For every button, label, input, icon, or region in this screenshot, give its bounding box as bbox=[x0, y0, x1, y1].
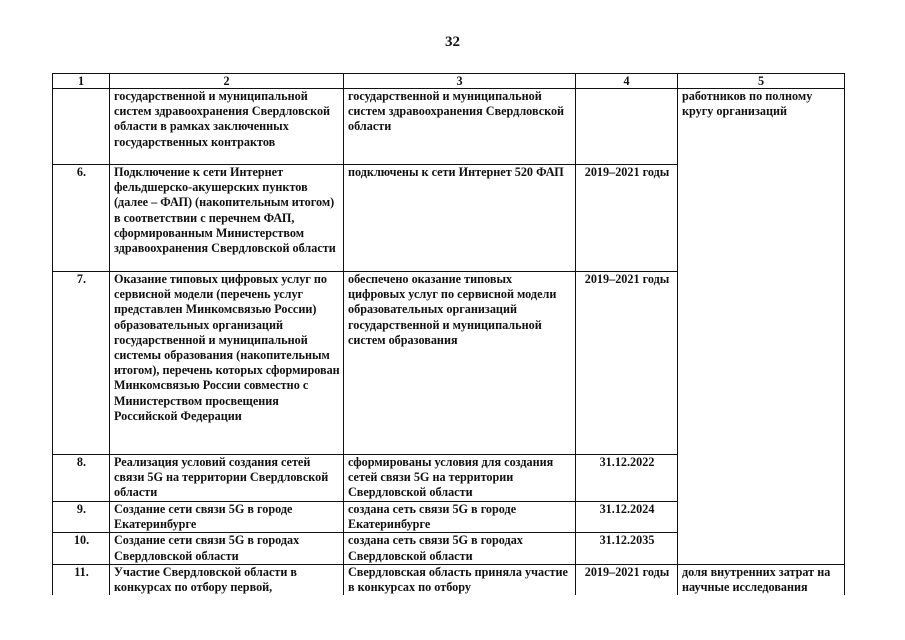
term-cell: 2019–2021 годы bbox=[576, 564, 678, 595]
term-cell: 31.12.2022 bbox=[576, 455, 678, 502]
header-col-1: 1 bbox=[53, 74, 110, 89]
result-cell: сформированы условия для создания сетей связи 5G на территории Свердловской области bbox=[344, 455, 576, 502]
term-cell: 31.12.2024 bbox=[576, 502, 678, 533]
row-number: 11. bbox=[53, 564, 110, 595]
indicator-cell: работников по полному кругу организаций bbox=[678, 89, 845, 565]
term-cell: 2019–2021 годы bbox=[576, 165, 678, 272]
table-row bbox=[53, 564, 845, 595]
activity-cell: Оказание типовых цифровых услуг по сервисной модели (перечень услуг представлен Минкомсвязью России) образовательных организаций государственной и муниципальной системы образования (накопительным итогом), перечень которых сформирован Минкомсвязью России совместно с Министерством просвещения Российской Федерации bbox=[110, 272, 344, 455]
activity-cell: Участие Свердловской области в конкурсах по отбору первой, bbox=[110, 564, 344, 595]
header-col-2: 2 bbox=[110, 74, 344, 89]
result-cell: государственной и муниципальной систем здравоохранения Свердловской области bbox=[344, 89, 576, 165]
plan-table bbox=[52, 73, 845, 595]
row-number: 7. bbox=[53, 272, 110, 455]
table-row bbox=[53, 89, 845, 165]
term-cell bbox=[576, 89, 678, 165]
activity-cell: Создание сети связи 5G в городах Свердловской области bbox=[110, 533, 344, 564]
result-cell: создана сеть связи 5G в городах Свердловской области bbox=[344, 533, 576, 564]
header-col-4: 4 bbox=[576, 74, 678, 89]
header-row bbox=[53, 74, 845, 89]
row-number bbox=[53, 89, 110, 165]
page-number: 32 bbox=[445, 34, 460, 50]
row-number: 6. bbox=[53, 165, 110, 272]
term-cell: 31.12.2035 bbox=[576, 533, 678, 564]
indicator-cell: доля внутренних затрат на научные исследования bbox=[678, 564, 845, 595]
activity-cell: Реализация условий создания сетей связи 5G на территории Свердловской области bbox=[110, 455, 344, 502]
row-number: 8. bbox=[53, 455, 110, 502]
header-col-3: 3 bbox=[344, 74, 576, 89]
term-cell: 2019–2021 годы bbox=[576, 272, 678, 455]
result-cell: подключены к сети Интернет 520 ФАП bbox=[344, 165, 576, 272]
activity-cell: Подключение к сети Интернет фельдшерско-акушерских пунктов (далее – ФАП) (накопительным итогом) в соответствии с перечнем ФАП, сформированным Министерством здравоохранения Свердловской области bbox=[110, 165, 344, 272]
result-cell: обеспечено оказание типовых цифровых услуг по сервисной модели образовательных организаций государственной и муниципальной систем образования bbox=[344, 272, 576, 455]
activity-cell: Создание сети связи 5G в городе Екатеринбурге bbox=[110, 502, 344, 533]
result-cell: создана сеть связи 5G в городе Екатеринбурге bbox=[344, 502, 576, 533]
header-col-5: 5 bbox=[678, 74, 845, 89]
row-number: 10. bbox=[53, 533, 110, 564]
activity-cell: государственной и муниципальной систем здравоохранения Свердловской области в рамках заключенных государственных контрактов bbox=[110, 89, 344, 165]
result-cell: Свердловская область приняла участие в конкурсах по отбору bbox=[344, 564, 576, 595]
row-number: 9. bbox=[53, 502, 110, 533]
